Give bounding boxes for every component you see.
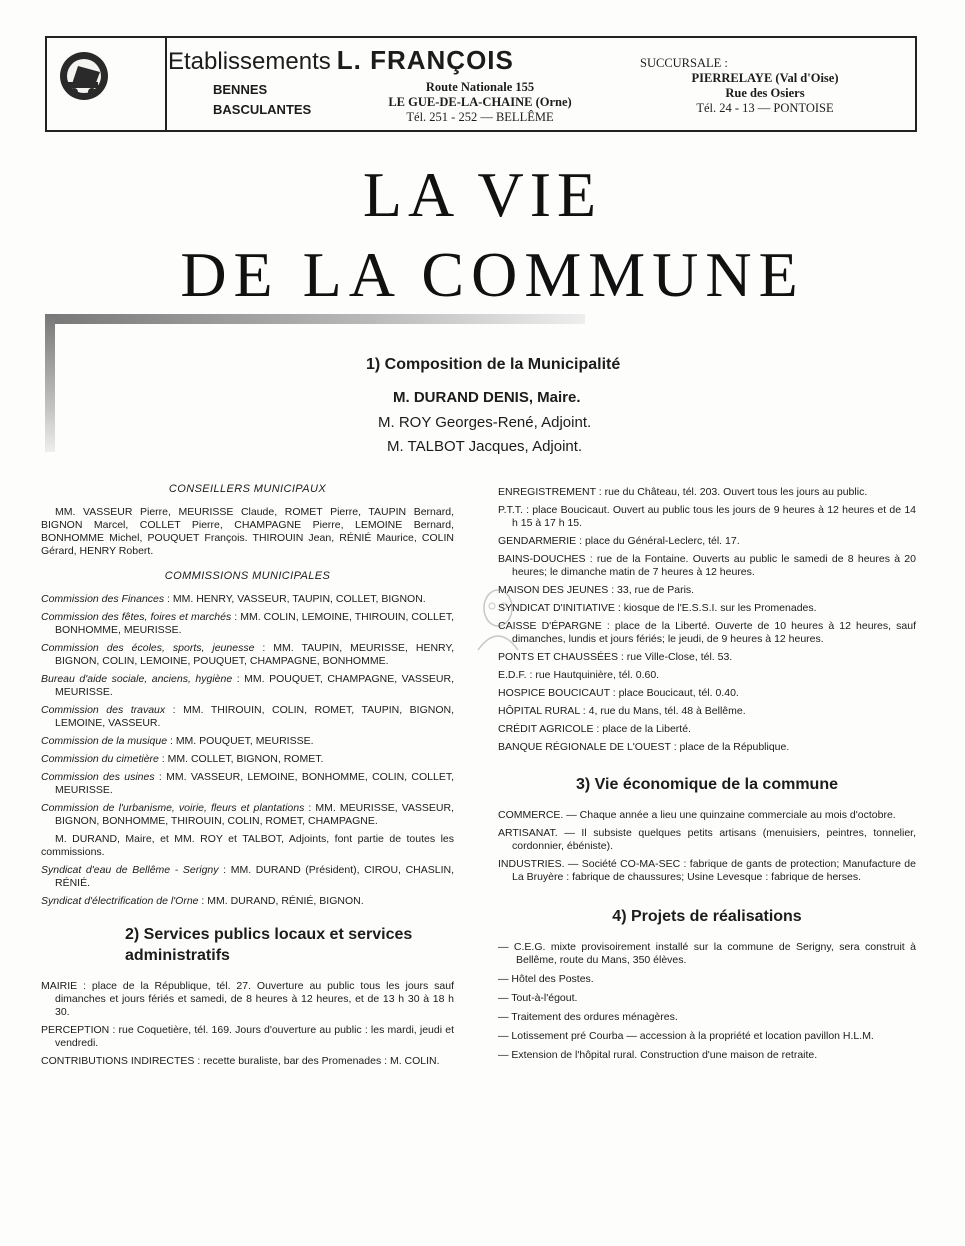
bennes-basculantes-logo [58, 38, 110, 114]
company-name [168, 45, 514, 76]
company-title: L. FRANÇOIS [336, 45, 514, 75]
commissions-note: M. DURAND, Maire, et MM. ROY et TALBOT, Adjoints, font partie de toutes les commissions. [41, 833, 454, 858]
service-item-label: SYNDICAT D'INITIATIVE [498, 602, 615, 614]
decorative-bracket-horizontal [45, 314, 585, 324]
branch-address [640, 56, 890, 116]
commission-list [41, 593, 454, 828]
commission-item-text: : MM. POUQUET, MEURISSE. [167, 735, 314, 747]
section-4-title: 4) Projets de réalisations [612, 908, 802, 925]
service-item-text: : 4, rue du Mans, tél. 48 à Bellême. [579, 705, 746, 717]
commissions-heading: COMMISSIONS MUNICIPALES [164, 570, 331, 582]
service-item-label: GENDARMERIE [498, 535, 577, 547]
service-item [498, 602, 916, 615]
portrait-sketch-icon [468, 582, 528, 652]
service-item [498, 705, 916, 718]
commission-item [41, 673, 454, 699]
syndicate-item-text: : MM. DURAND (Président), CIROU, CHASLIN, RÉNIÉ. [55, 864, 454, 889]
commission-item-text: : MM. MEURISSE, VASSEUR, BIGNON, BONHOMME, THIROUIN, COLIN, ROMET, CHAMPAGNE. [55, 802, 455, 827]
service-item-label: PONTS ET CHAUSSÉES [498, 651, 619, 663]
section-2-list [41, 980, 454, 1068]
service-item-text: : rue Hautquinière, tél. 0.60. [526, 669, 660, 681]
commission-item-label: Commission des usines [41, 771, 155, 783]
page-title-line-1: LA VIE [362, 159, 603, 230]
project-item: — Tout-à-l'égout. [498, 992, 578, 1004]
service-item [498, 723, 916, 736]
service-item-label: BANQUE RÉGIONALE DE L'OUEST [498, 741, 671, 753]
branch-label: SUCCURSALE : [640, 56, 728, 70]
project-item: — C.E.G. mixte provisoirement installé sur la commune de Serigny, sera construit à Bellême, route du Mans, 350 élèves. [498, 941, 916, 966]
service-item-label: ENREGISTREMENT [498, 486, 596, 498]
service-item-text: : 33, rue de Paris. [608, 584, 695, 596]
service-item [498, 651, 916, 664]
service-item-text: : place de la Liberté. Ouverte de 10 heures à 12 heures, sauf dimanches, lundis et jours fériés; le jeudi, de 9 heures à 12 heures. [512, 620, 916, 645]
service-item [498, 486, 916, 499]
service-item-text: : rue de la Fontaine. Ouverts au public le samedi de 8 heures à 20 heures; le dimanche matin de 7 heures à 12 heures. [512, 553, 916, 578]
service-item-label: MAISON DES JEUNES [498, 584, 609, 596]
section-1-title: 1) Composition de la Municipalité [366, 356, 621, 373]
service-item-label: P.T.T. [498, 504, 523, 516]
service-item-label: MAIRIE [41, 980, 78, 992]
service-item-text: : place de la République. [670, 741, 790, 753]
syndicate-list [41, 864, 454, 908]
commission-item [41, 753, 454, 766]
services-list [498, 486, 916, 754]
branch-town: PIERRELAYE (Val d'Oise) [691, 71, 839, 85]
service-item-text: : place du Général-Leclerc, tél. 17. [576, 535, 740, 547]
adjoint-line-2: M. TALBOT Jacques, Adjoint. [387, 438, 583, 455]
commission-item-label: Commission des travaux [41, 704, 166, 716]
project-item: — Hôtel des Postes. [498, 973, 594, 985]
economy-item-label: COMMERCE. [498, 809, 564, 821]
service-item-label: E.D.F. [498, 669, 527, 681]
page-title-line-2: DE LA COMMUNE [180, 239, 805, 310]
branch-street: Rue des Osiers [725, 86, 805, 100]
section-2-title: 2) Services publics locaux et services administratifs [125, 926, 413, 964]
right-column [498, 486, 916, 1068]
commission-item-text: : MM. HENRY, VASSEUR, TAUPIN, COLLET, BIGNON. [164, 593, 426, 605]
service-item-label: CRÉDIT AGRICOLE [498, 723, 594, 735]
address-phone: Tél. 251 - 252 — BELLÊME [406, 110, 554, 124]
section-4-list [498, 941, 916, 1062]
syndicate-item [41, 895, 454, 908]
branch-phone: Tél. 24 - 13 — PONTOISE [696, 101, 834, 115]
syndicate-item-label: Syndicat d'électrification de l'Orne [41, 895, 199, 907]
address-road: Route Nationale 155 [425, 80, 535, 94]
economy-item-text: — Chaque année a lieu une quinzaine commerciale au mois d'octobre. [563, 809, 896, 821]
commission-item-label: Commission des fêtes, foires et marchés [41, 611, 232, 623]
commission-item-label: Commission des Finances [41, 593, 165, 605]
commission-item-text: : MM. COLLET, BIGNON, ROMET. [158, 753, 324, 765]
syndicate-item-text: : MM. DURAND, RÉNIÉ, BIGNON. [198, 895, 364, 907]
service-item-text: : rue Ville-Close, tél. 53. [618, 651, 733, 663]
commission-item [41, 704, 454, 730]
service-item-text: : kiosque de l'E.S.S.I. sur les Promenades. [614, 602, 817, 614]
service-item-label: BAINS-DOUCHES [498, 553, 586, 565]
project-item: — Lotissement pré Courba — accession à la propriété et location pavillon H.L.M. [498, 1030, 874, 1042]
service-item-text: : place Boucicaut, tél. 0.40. [609, 687, 739, 699]
service-item [498, 620, 916, 646]
project-item: — Traitement des ordures ménagères. [498, 1011, 678, 1023]
service-item [498, 504, 916, 530]
company-activity [213, 80, 311, 120]
commission-item-label: Commission du cimetière [41, 753, 159, 765]
service-item-text: : place de la République, tél. 27. Ouverture au public tous les jours sauf dimanches et jours fériés et samedi, de 8 heures à 12 heures, et de 13 h 30 à 18 h 30. [55, 980, 454, 1018]
section-3-title: 3) Vie économique de la commune [576, 776, 838, 793]
decorative-bracket-vertical [45, 314, 55, 452]
service-item-label: HOSPICE BOUCICAUT [498, 687, 610, 699]
service-item-text: : place Boucicaut. Ouvert au public tous les jours de 9 heures à 12 heures et de 14 h 15 à 17 h 15. [512, 504, 916, 529]
service-item [498, 553, 916, 579]
commission-item [41, 642, 454, 668]
economy-item [498, 827, 916, 853]
commission-item-text: : MM. TAUPIN, MEURISSE, HENRY, BIGNON, COLIN, LEMOINE, POUQUET, CHAMPAGNE, BONHOMME. [55, 642, 454, 667]
commission-item [41, 802, 454, 828]
service-item-text: : rue Coquetière, tél. 169. Jours d'ouverture au public : les mardi, jeudi et vendredi. [55, 1024, 454, 1049]
service-item-text: : place de la Liberté. [593, 723, 691, 735]
service-item [498, 584, 916, 597]
commission-item [41, 593, 454, 606]
left-column [41, 483, 454, 1073]
economy-item-text: — Société CO-MA-SEC : fabrique de gants de protection; Manufacture de La Bruyère : fabrique de chaussures; Usine Levesque : fabrique de herses. [512, 858, 916, 883]
section-3-list [498, 809, 916, 884]
economy-item [498, 809, 916, 822]
service-item [498, 687, 916, 700]
commission-item-text: : MM. COLIN, LEMOINE, THIROUIN, COLLET, BONHOMME, MEURISSE. [55, 611, 455, 636]
economy-item-text: — Il subsiste quelques petits artisans (menuisiers, peintres, tonnelier, cordonnier, ébéniste). [512, 827, 916, 852]
syndicate-item [41, 864, 454, 890]
head-office-address [360, 80, 600, 125]
mayor-line: M. DURAND DENIS, Maire. [393, 389, 581, 406]
economy-item-label: ARTISANAT. [498, 827, 558, 839]
economy-item-label: INDUSTRIES. [498, 858, 565, 870]
commission-item [41, 611, 454, 637]
commission-item-text: : MM. POUQUET, CHAMPAGNE, VASSEUR, MEURISSE. [55, 673, 454, 698]
address-town: LE GUE-DE-LA-CHAINE (Orne) [388, 95, 572, 109]
commission-item-label: Bureau d'aide sociale, anciens, hygiène [41, 673, 233, 685]
service-item [41, 1055, 454, 1068]
service-item-label: CAISSE D'ÉPARGNE [498, 620, 602, 632]
activity-line-1: BENNES [213, 82, 268, 97]
service-item [498, 535, 916, 548]
service-item [498, 669, 916, 682]
councillors-list: MM. VASSEUR Pierre, MEURISSE Claude, ROMET Pierre, TAUPIN Bernard, BIGNON Marcel, COLLET Pierre, CHAMPAGNE Pierre, LEMOINE Bernard, BONHOMME Michel, POUQUET François. THIROUIN Jean, RÉNIÉ Maurice, COLIN Gérard, HENRY Robert. [41, 506, 454, 557]
service-item [41, 980, 454, 1019]
syndicate-item-label: Syndicat d'eau de Bellême - Serigny [41, 864, 219, 876]
company-prefix: Etablissements [168, 48, 331, 75]
commission-item-label: Commission de l'urbanisme, voirie, fleurs et plantations [41, 802, 305, 814]
commission-item-label: Commission de la musique [41, 735, 168, 747]
service-item-label: CONTRIBUTIONS INDIRECTES [41, 1055, 195, 1067]
commission-item-label: Commission des écoles, sports, jeunesse [41, 642, 255, 654]
activity-line-2: BASCULANTES [213, 102, 312, 117]
councillors-heading: CONSEILLERS MUNICIPAUX [168, 483, 327, 495]
commission-item-text: : MM. THIROUIN, COLIN, ROMET, TAUPIN, BIGNON, LEMOINE, VASSEUR. [55, 704, 454, 729]
commission-item [41, 735, 454, 748]
service-item [498, 741, 916, 754]
commission-item [41, 771, 454, 797]
project-item: — Extension de l'hôpital rural. Construction d'une maison de retraite. [498, 1049, 818, 1061]
service-item-text: : recette buraliste, bar des Promenades : M. COLIN. [194, 1055, 440, 1067]
adjoint-line-1: M. ROY Georges-René, Adjoint. [378, 414, 592, 431]
commission-item-text: : MM. VASSEUR, LEMOINE, BONHOMME, COLIN, COLLET, MEURISSE. [55, 771, 454, 796]
service-item-text: : rue du Château, tél. 203. Ouvert tous les jours au public. [595, 486, 868, 498]
service-item-label: HÔPITAL RURAL [498, 705, 580, 717]
service-item-label: PERCEPTION [41, 1024, 110, 1036]
service-item [41, 1024, 454, 1050]
economy-item [498, 858, 916, 884]
